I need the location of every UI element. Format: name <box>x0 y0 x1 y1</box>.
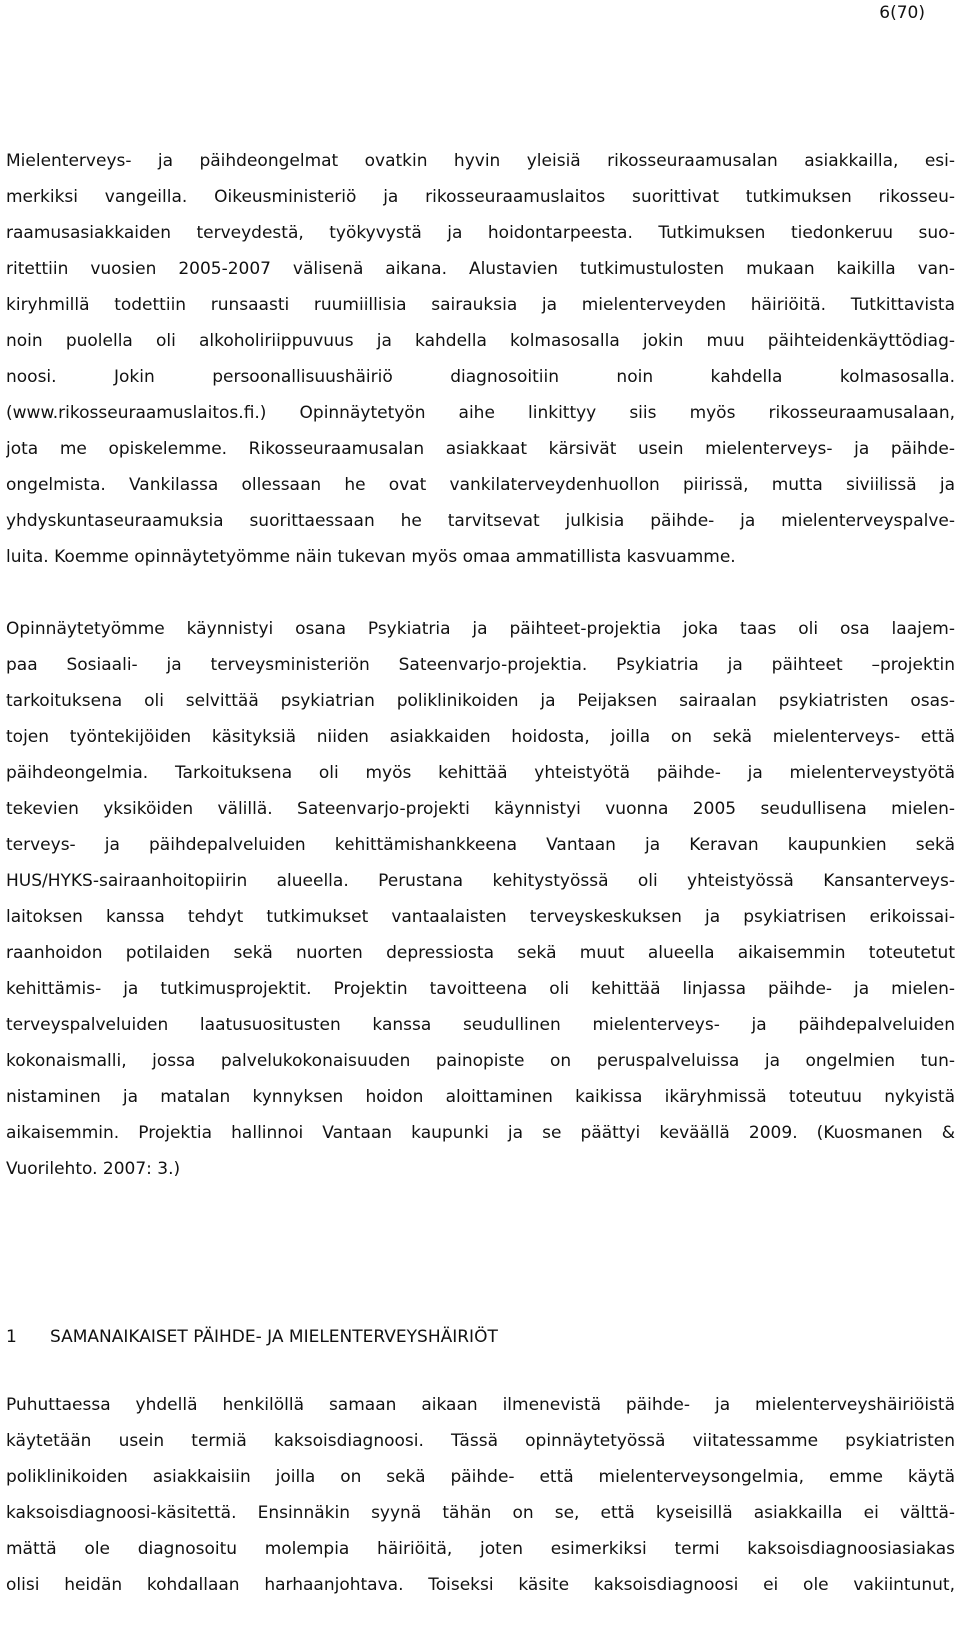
text-line: mättä ole diagnosoitu molempia häiriöitä, joten esimerkiksi termi kaksoisdiagnoosiasiakas <box>6 1539 955 1559</box>
section-heading <box>6 1326 498 1348</box>
text-line: noin puolella oli alkoholiriippuvuus ja kahdella kolmasosalla jokin muu päihteidenkäyttödiag- <box>6 331 955 351</box>
page-number: 6(70) <box>879 3 925 23</box>
text-line: tarkoituksena oli selvittää psykiatrian poliklinikoiden ja Peijaksen sairaalan psykiatristen osas- <box>6 691 955 711</box>
text-line: jota me opiskelemme. Rikosseuraamusalan asiakkaat kärsivät usein mielenterveys- ja päihde- <box>6 439 955 459</box>
text-line: tojen työntekijöiden käsityksiä niiden asiakkaiden hoidosta, joilla on sekä mielenterveys- että <box>6 727 955 747</box>
text-line: Puhuttaessa yhdellä henkilöllä samaan aikaan ilmenevistä päihde- ja mielenterveyshäiriöistä <box>6 1395 955 1415</box>
text-line: Opinnäytetyömme käynnistyi osana Psykiatria ja päihteet-projektia joka taas oli osa laajem- <box>6 619 955 639</box>
text-line: kehittämis- ja tutkimusprojektit. Projektin tavoitteena oli kehittää linjassa päihde- ja mielen- <box>6 979 955 999</box>
text-line: luita. Koemme opinnäytetyömme näin tukevan myös omaa ammatillista kasvuamme. <box>6 547 736 567</box>
text-line: ongelmista. Vankilassa ollessaan he ovat vankilaterveydenhuollon piirissä, mutta siviilissä ja <box>6 475 955 495</box>
text-line: noosi. Jokin persoonallisuushäiriö diagnosoitiin noin kahdella kolmasosalla. <box>6 367 955 387</box>
text-line: terveys- ja päihdepalveluiden kehittämishankkeena Vantaan ja Keravan kaupunkien sekä <box>6 835 955 855</box>
text-line: kaksoisdiagnoosi-käsitettä. Ensinnäkin syynä tähän on se, että kyseisillä asiakkailla ei välttä- <box>6 1503 955 1523</box>
text-line: merkiksi vangeilla. Oikeusministeriö ja rikosseuraamuslaitos suorittivat tutkimuksen rikosseu- <box>6 187 955 207</box>
text-line: olisi heidän kohdallaan harhaanjohtava. Toiseksi käsite kaksoisdiagnoosi ei ole vakiintunut, <box>6 1575 955 1595</box>
text-line: päihdeongelmia. Tarkoituksena oli myös kehittää yhteistyötä päihde- ja mielenterveystyötä <box>6 763 955 783</box>
text-line: käytetään usein termiä kaksoisdiagnoosi. Tässä opinnäytetyössä viitatessamme psykiatristen <box>6 1431 955 1451</box>
text-line: tekevien yksiköiden välillä. Sateenvarjo-projekti käynnistyi vuonna 2005 seudullisena mielen- <box>6 799 955 819</box>
text-line: ritettiin vuosien 2005-2007 välisenä aikana. Alustavien tutkimustulosten mukaan kaikilla van- <box>6 259 955 279</box>
text-line: paa Sosiaali- ja terveysministeriön Sateenvarjo-projektia. Psykiatria ja päihteet –projektin <box>6 655 955 675</box>
text-line: laitoksen kanssa tehdyt tutkimukset vantaalaisten terveyskeskuksen ja psykiatrisen erikoissai- <box>6 907 955 927</box>
section-number: 1 <box>6 1327 17 1347</box>
text-line: raamusasiakkaiden terveydestä, työkyvystä ja hoidontarpeesta. Tutkimuksen tiedonkeruu suo- <box>6 223 955 243</box>
text-line: Vuorilehto. 2007: 3.) <box>6 1159 181 1179</box>
text-line: (www.rikosseuraamuslaitos.fi.) Opinnäytetyön aihe linkittyy siis myös rikosseuraamusalaan, <box>6 403 955 423</box>
text-line: poliklinikoiden asiakkaisiin joilla on sekä päihde- että mielenterveysongelmia, emme käytä <box>6 1467 955 1487</box>
text-line: nistaminen ja matalan kynnyksen hoidon aloittaminen kaikissa ikäryhmissä toteutuu nykyistä <box>6 1087 955 1107</box>
text-line: kiryhmillä todettiin runsaasti ruumiillisia sairauksia ja mielenterveyden häiriöitä. Tutkittavista <box>6 295 955 315</box>
text-line: Mielenterveys- ja päihdeongelmat ovatkin hyvin yleisiä rikosseuraamusalan asiakkailla, esi- <box>6 151 955 171</box>
text-line: yhdyskuntaseuraamuksia suorittaessaan he tarvitsevat julkisia päihde- ja mielenterveyspalve- <box>6 511 955 531</box>
text-line: kokonaismalli, jossa palvelukokonaisuuden painopiste on peruspalveluissa ja ongelmien tun- <box>6 1051 955 1071</box>
text-line: terveyspalveluiden laatusuositusten kanssa seudullinen mielenterveys- ja päihdepalveluiden <box>6 1015 955 1035</box>
text-line: HUS/HYKS-sairaanhoitopiirin alueella. Perustana kehitystyössä oli yhteistyössä Kansanterveys- <box>6 871 955 891</box>
text-line: aikaisemmin. Projektia hallinnoi Vantaan kaupunki ja se päättyi keväällä 2009. (Kuosmanen & <box>6 1123 955 1143</box>
section-title: SAMANAIKAISET PÄIHDE- JA MIELENTERVEYSHÄIRIÖT <box>50 1327 498 1347</box>
text-line: raanhoidon potilaiden sekä nuorten depressiosta sekä muut alueella aikaisemmin toteutetut <box>6 943 955 963</box>
